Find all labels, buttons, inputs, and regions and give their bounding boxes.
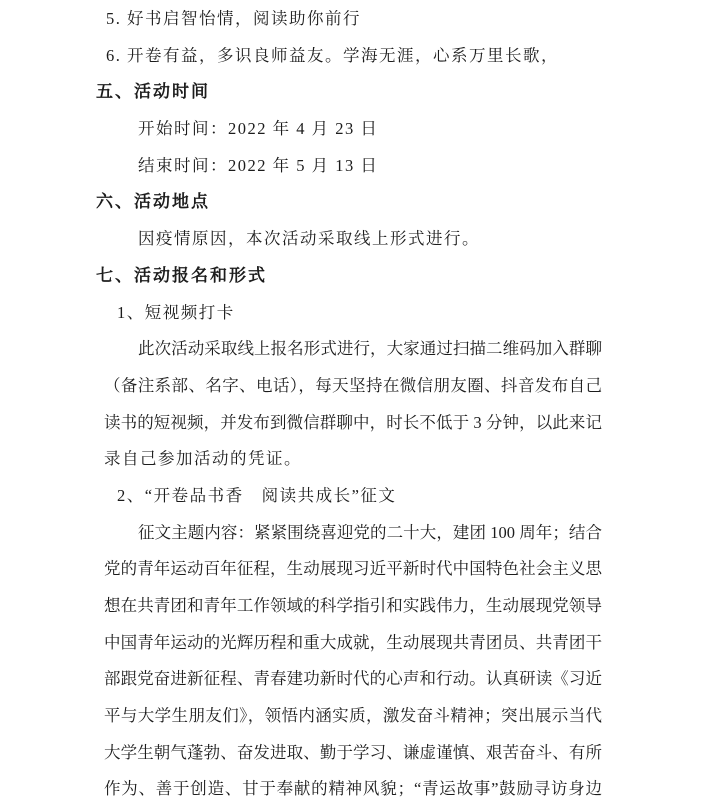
paragraph-checkin-line: 读书的短视频，并发布到微信群聊中，时长不低于 3 分钟，以此来记 bbox=[104, 412, 602, 432]
paragraph-essay-line: 大学生朝气蓬勃、奋发进取、勤于学习、谦虚谨慎、艰苦奋斗、有所 bbox=[104, 742, 602, 762]
subitem-essay-title: 2、“开卷品书香 阅读共成长”征文 bbox=[117, 485, 397, 505]
subitem-short-video-checkin: 1、短视频打卡 bbox=[117, 302, 235, 322]
paragraph-checkin-line: 录自己参加活动的凭证。 bbox=[104, 449, 302, 469]
paragraph-essay-line: 想在共青团和青年工作领域的科学指引和实践伟力，生动展现党领导 bbox=[104, 596, 602, 615]
paragraph-essay-line: 平与大学生朋友们》，领悟内涵实质，激发奋斗精神；突出展示当代 bbox=[104, 706, 602, 726]
paragraph-essay-line: 征文主题内容：紧紧围绕喜迎党的二十大，建团 100 周年；结合 bbox=[138, 522, 602, 542]
paragraph-essay-line: 作为、善于创造、甘于奉献的精神风貌；“青运故事”鼓励寻访身边 bbox=[104, 779, 602, 799]
heading-registration-format: 七、活动报名和形式 bbox=[96, 265, 267, 285]
slogan-line-6: 6. 开卷有益，多识良师益友。学海无涯，心系万里长歌， bbox=[106, 45, 559, 65]
heading-activity-location: 六、活动地点 bbox=[96, 192, 210, 212]
paragraph-essay-line: 党的青年运动百年征程，生动展现习近平新时代中国特色社会主义思 bbox=[104, 559, 602, 579]
heading-activity-time: 五、活动时间 bbox=[96, 82, 210, 102]
start-time-line: 开始时间：2022 年 4 月 23 日 bbox=[138, 119, 379, 139]
slogan-line-5: 5. 好书启智怡情，阅读助你前行 bbox=[106, 9, 361, 28]
paragraph-checkin-line: （备注系部、名字、电话），每天坚持在微信朋友圈、抖音发布自己 bbox=[104, 375, 602, 395]
paragraph-essay-line: 部跟党奋进新征程、青春建功新时代的心声和行动。认真研读《习近 bbox=[104, 669, 602, 689]
location-note-line: 因疫情原因，本次活动采取线上形式进行。 bbox=[138, 229, 480, 249]
paragraph-checkin-line: 此次活动采取线上报名形式进行，大家通过扫描二维码加入群聊 bbox=[138, 339, 602, 359]
end-time-line: 结束时间：2022 年 5 月 13 日 bbox=[138, 155, 379, 175]
paragraph-essay-line: 中国青年运动的光辉历程和重大成就，生动展现共青团员、共青团干 bbox=[104, 632, 602, 652]
